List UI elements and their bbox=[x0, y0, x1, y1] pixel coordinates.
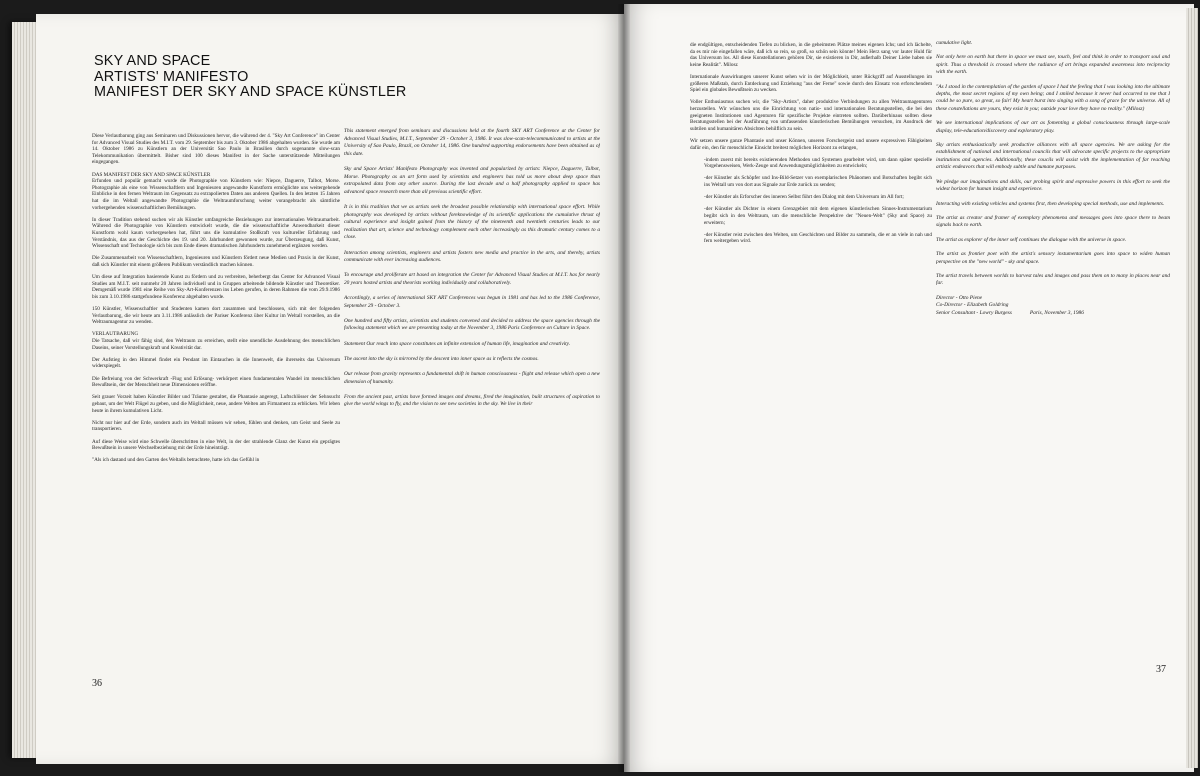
paragraph: The artist as explorer of the inner self continues the dialogue with the universe in space. bbox=[936, 236, 1127, 243]
paragraph: Voller Enthusiasmus suchen wir, die "Sky-Artists", daher produktive Verbindungen zu allen Weltraumagenturen herzustellen. Wir wünschen uns die Einrichtung von natio- und internationalen Beratungsstellen, die bei den geeigneten Institutionen und Agenturen für spezifische Projekte eintreten sollten. Darüberhinaus sollten diese Beratungsstellen bei der Ausführung von umfassenden künstlerischen Bemühungen versuchen, im Ausdruck der subtilen und humanitären Absichten behilflich zu sein. bbox=[690, 99, 932, 132]
paragraph: Accordingly, a series of international SKY ART Conferences was begun in 1981 and has led to the 1986 Conference, September 29 - October 3. bbox=[344, 295, 600, 309]
paragraph: Interaction among scientists, engineers and artists fosters new media and practice in the arts, and thereby, artists communicate with ever increasing audiences. bbox=[344, 249, 600, 264]
paragraph: It is in this tradition that we as artists seek the broadest possible relationship with international space effort. While photography was developed by artists without foreknowledge of its scientific applications the cumulative thrust of cultural experience and insight gained from the history of the nineteenth and twentieth centuries leads to our realization that art, science and technology complement each other increasingly as this dramatic century comes to a close. bbox=[344, 203, 600, 241]
paragraph: Statement Our reach into space constitutes an infinite extension of human life, imagination and creativity. bbox=[344, 340, 571, 347]
paragraph: The artist as frontier poet with the artist's sensory instumentarium goes into space to widen human perspective on the "new world" - sky and space. bbox=[936, 251, 1170, 265]
page-edges-right bbox=[1186, 8, 1198, 768]
paragraph: Die Zusammenarbeit von Wissenschaftlern, Ingenieuren und Künstlern fördert neue Medien und Praxis in der Kunst, daß sich Künstler mit einem größeren Publikum verständlich machen können. bbox=[92, 255, 340, 268]
paragraph: Um diese auf Integration basierende Kunst zu fördern und zu verbreiten, beherbergt das Center for Advanced Visual Studies am M.I.T. seit nunmehr 20 Jahren individuell und in Gruppen arbeitende bildende Künstler und Theoretiker. Demgemäß wurde 1981 eine Reihe von Sky-Art-Konferenzen ins Leben gerufen, in deren Rahmen die vom 29.9.1986 bis zum 3.10.1986 stattgefundene Konferenz abgehalten wurde. bbox=[92, 274, 340, 300]
paragraph: This statement emerged from seminars and discussions held at the fourth SKY ART Conference at the Center for Advanced Visual Studies, M.I.T., September 29 - October 3, 1986. It was slow-scan-telecommunicated to artists at the University of Sao Paulo, Brazil, on October 14, 1986. One hundred supporting endorsements have been obtained as of this date. bbox=[344, 128, 600, 157]
paragraph: Interacting with existing vehicles and systems first, then developing special methods, use and implements. bbox=[936, 200, 1165, 207]
paragraph: "As I stood in the contemplation of the garden of space I had the feeling that I was looking into the ultimate depths, the most secret regions of my own being; and I smiled because it never had occurred to me that I could be so pure, so great, so fair! My heart burst into singing with a song of grace for the universe. All of these constellations are yours, they exist in you; outside your love they have no reality." (Milosz) bbox=[936, 83, 1170, 112]
page-number-right: 37 bbox=[1156, 664, 1166, 675]
section-heading: DAS MANIFEST DER SKY AND SPACE KÜNSTLER bbox=[92, 171, 211, 178]
paragraph: The artist as creator and framer of exemplary phenomena and messages goes into space there to beam signals back to earth. bbox=[936, 214, 1170, 229]
paragraph: To encourage and proliferate art based on integration the Center for Advanced Visual Studies at M.I.T. has for nearly 20 years hosted artists and theorists working individually and collaboratively. bbox=[344, 272, 600, 286]
paragraph: Erfunden und populär gemacht wurde die Photographie von Künstlern wie: Niepce, Daguerre, Talbot, Morse. Photographie als eine von Wissenschaftlern und Ingenieuren angewandte Kunstform ermöglichte uns weitergehende Einblicke in den fernen Weltraum im Gegensatz zu extrapolierten Daten aus anderen Quellen. In den letzten 15 Jahren hat die im Weltall angewandte Photographie die Weltraumforschung weiter vorangebracht als sämtliche vorhergehenden wissenschaftlichen Bemühungen. bbox=[92, 178, 340, 211]
list-item: -indem zuerst mit bereits existierenden Methoden und Systemen gearbeitet wird, um dann später spezielle Vorgehensweisen, Werk-Zeuge und Anwendungsmöglichkeiten zu entwickeln; bbox=[704, 156, 932, 170]
paragraph: die endgültigen, entscheidenden Tiefen zu blicken, in die geheimsten Plätze meines eigenen Ichs; und ich lächelte, da es mir nie eingefallen wäre, daß ich so rein, so groß, so schön sein könnte! Mein Herz sang vor lauter Huld für das Universum los. All diese Konstellationen gehören Dir, sie existieren in Dir, außerhalb Deiner Liebe haben sie keine Realität". Milosz bbox=[690, 42, 932, 68]
book-gutter bbox=[618, 4, 630, 772]
paragraph: Die Befreiung von der Schwerkraft -Flug und Erlösung- verkörpert einen fundamentalen Wandel im menschlichen Bewußtsein, der der Menschheit neue Dimensionen eröffne. bbox=[92, 375, 340, 389]
place-date: Paris, November 3, 1986 bbox=[1029, 309, 1084, 316]
paragraph: Sky and Space Artists' Manifesto Photography was invented and popularized by artists: Niepce, Daguerre, Talbot, Morse. Photography as an art form used by scientists and engineers has told us more about deep space than extrapolated data from any other source. During the last decade and a half photography applied to space has advanced space research more than all previous scientific effort. bbox=[344, 165, 600, 195]
intro-paragraph: Diese Verlautbarung ging aus Seminaren und Diskussionen hervor, die während der 4. "Sky Art Conference" im Center for Advanced Visual Studies des M.I.T. vom 29. September bis zum 3. Oktober 1986 abgehalten wurden. Sie wurde am 14. Oktober 1986 zu Künstlern an der Universität Sao Paulo in Brasilien durch sogenannte slow-scan Telekommunikation übermittelt. Bisher sind 100 dieses Manifest in der Sache unterstützende Mitteilungen eingegangen. bbox=[92, 133, 340, 166]
paragraph: Seit grauer Vorzeit haben Künstler Bilder und Träume gestaltet, die Phantasie angeregt, Luftschlösser der Sehnsucht gebaut, um der Welt Flügel zu geben, und die Möglichkeit, neue, andere Welten am Firmament zu erblicken. Wir leben heute in ihrem kumulativen Licht. bbox=[92, 394, 340, 414]
paragraph: 150 Künstler, Wissenschaftler und Studenten kamen dort zusammen und beschlossen, sich mit der folgenden Verlautbarung, die wir heute am 3.11.1986 anlässlich der Pariser Konferenz über Kultur im Weltall vorstellen, an die Weltraumagentur zu wenden. bbox=[92, 306, 340, 326]
title-line: SKY AND SPACE bbox=[94, 53, 211, 69]
paragraph: Nicht nur hier auf der Erde, sondern auch im Weltall müssen wir sehen, fühlen und denken, um Geist und Seele zu transportieren. bbox=[92, 419, 340, 433]
german-text-column-left bbox=[92, 133, 340, 663]
credits-block bbox=[936, 295, 1170, 317]
paragraph: Our release from gravity represents a fundamental shift in human consciousness - flight and release which open a new dimension of humanity. bbox=[344, 371, 600, 385]
credit-co-director: Co-Director - Elizabeth Goldring bbox=[936, 302, 1009, 309]
paragraph: The ascent into the sky is mirrored by the descent into inner space as it reflects the cosmos. bbox=[344, 355, 539, 362]
paragraph: The artist travels between worlds to harvest tales and images and pass them on to many in places near and far. bbox=[936, 272, 1170, 287]
list-item: -der Künstler reist zwischen den Welten, um Geschichten und Bilder zu sammeln, die er an viele in nah und fern weitergeben wird. bbox=[704, 231, 932, 245]
english-text-column-left bbox=[344, 128, 600, 668]
paragraph: Not only here on earth but there in space we must see, touch, feel and think in order to transport soul and spirit. Thus a threshold is crossed where the radiance of art brings expanded awareness into reciprocity with the earth. bbox=[936, 54, 1170, 76]
english-text-column-right bbox=[936, 40, 1170, 530]
paragraph: Der Aufstieg in den Himmel findet ein Pendant im Eintauchen in die Innenwelt, die ihrerseits das Universum widerspiegelt. bbox=[92, 356, 340, 370]
paragraph: In dieser Tradition stehend suchen wir als Künstler umfangreiche Beziehungen zur internationalen Weltraumarbeit. Während die Photographie von Künstlern entwickelt wurde, die die wissenschaftliche Anwendbarkeit dieser Kunstform wohl kaum vorhergesehen hat, führt uns die kumulative Stoßkraft von kultureller Erfahrung und Verständnis, das aus der Geschichte des 19. und 20. Jahrhundert gewonnen wurde, zur Überzeugung, daß Kunst, Wissenschaft und Technologie sich bis zum Ende dieses dramatischen Jahrhunderts zunehmend ergänzen werden. bbox=[92, 216, 340, 250]
list-item: -der Künstler als Erforscher des inneren Selbst führt den Dialog mit dem Universum im All fort; bbox=[704, 194, 904, 201]
paragraph: We see international implications of our art as fomenting a global consciousness through large-scale display, tele-education/discovery and exploratory play. bbox=[936, 120, 1170, 134]
paragraph: Internationale Auswirkungen unserer Kunst sehen wir in der Möglichkeit, unter Rückgriff auf Ausstellungen im größeren Maßstab, durch Entdeckung und Erziehung "aus der Ferne" sowie durch den Einsatz von erforschendem Spiel ein globales Bewußtsein zu wecken. bbox=[690, 73, 932, 94]
paragraph: From the ancient past, artists have formed images and dreams, fired the imagination, built structures of aspiration to give the world wings to fly, and the vision to see new societies in the sky. We live in their bbox=[344, 393, 600, 408]
credit-director: Director - Otto Piene bbox=[936, 294, 983, 301]
paragraph: cumulative light. bbox=[936, 40, 973, 46]
list-item: -der Künstler als Dichter in einem Grenzgebiet mit dem eigenen künstlerischen Sinnes-Instrumentarium begibt sich in den Weltraum, um die menschliche Perspektive der "Neuen-Welt" (Sky and Space) zu erweitern; bbox=[704, 206, 932, 226]
page-number-left: 36 bbox=[92, 678, 102, 689]
paragraph: We pledge our imaginations and skills, our probing spirit and expressive powers in this effort to seek the widest horizon for human insight and experience. bbox=[936, 178, 1170, 193]
paragraph: Wir setzen unsere ganze Phantasie und unser Können, unseren Forschergeist und unsere expressiven Fähigkeiten dafür ein, den für menschliche Einsicht breitest möglichen Horizont zu erlangen, bbox=[690, 137, 932, 151]
manifesto-title bbox=[94, 54, 514, 101]
paragraph: Auf diese Weise wird eine Schwelle überschritten in eine Welt, in der der strahlende Glanz der Kunst ein geprägtes Bewußtsein in unsere Wechselbeziehung mit der Erde hineinträgt. bbox=[92, 438, 340, 452]
list-item: -der Künstler als Schöpfer und Ins-Bild-Setzer von exemplarischen Phänomen und Botschaften begibt sich ins Weltall um von dort aus Signale zur Erde zurück zu senden; bbox=[704, 175, 932, 189]
german-text-column-right bbox=[690, 42, 932, 382]
paragraph: One hundred and fifty artists, scientists and students convened and decided to address the space agencies through the following statement which we are presenting today at the November 3, 1986 Paris Conference on Culture in Space. bbox=[344, 317, 600, 332]
credit-senior-consultant: Senior Consultant - Lowry Burgess bbox=[936, 309, 1012, 316]
credit-senior-consultant-line bbox=[936, 310, 1170, 317]
paragraph: Die Tatsache, daß wir fähig sind, den Weltraum zu erreichen, stellt eine unendliche Ausdehnung des menschlichen Daseins, seiner Vorstellungskraft und Kreativität dar. bbox=[92, 338, 340, 351]
title-line: MANIFEST DER SKY AND SPACE KÜNSTLER bbox=[94, 84, 407, 100]
section-heading: VERLAUTBARUNG bbox=[92, 331, 139, 338]
title-line: ARTISTS' MANIFESTO bbox=[94, 68, 249, 85]
paragraph: "Als ich dastand und den Garten des Weltalls betrachtete, hatte ich das Gefühl in bbox=[92, 457, 260, 464]
paragraph: Sky artists enthusiastically seek productive alliances with all space agencies. We are asking for the establishment of national and international councils that will advocate specific projects to the appropriate institutions and agencies. Additionally, these coucils will assist with the implementation of far reaching artistic endeavors that will embody subtle and humane purposes. bbox=[936, 142, 1170, 171]
